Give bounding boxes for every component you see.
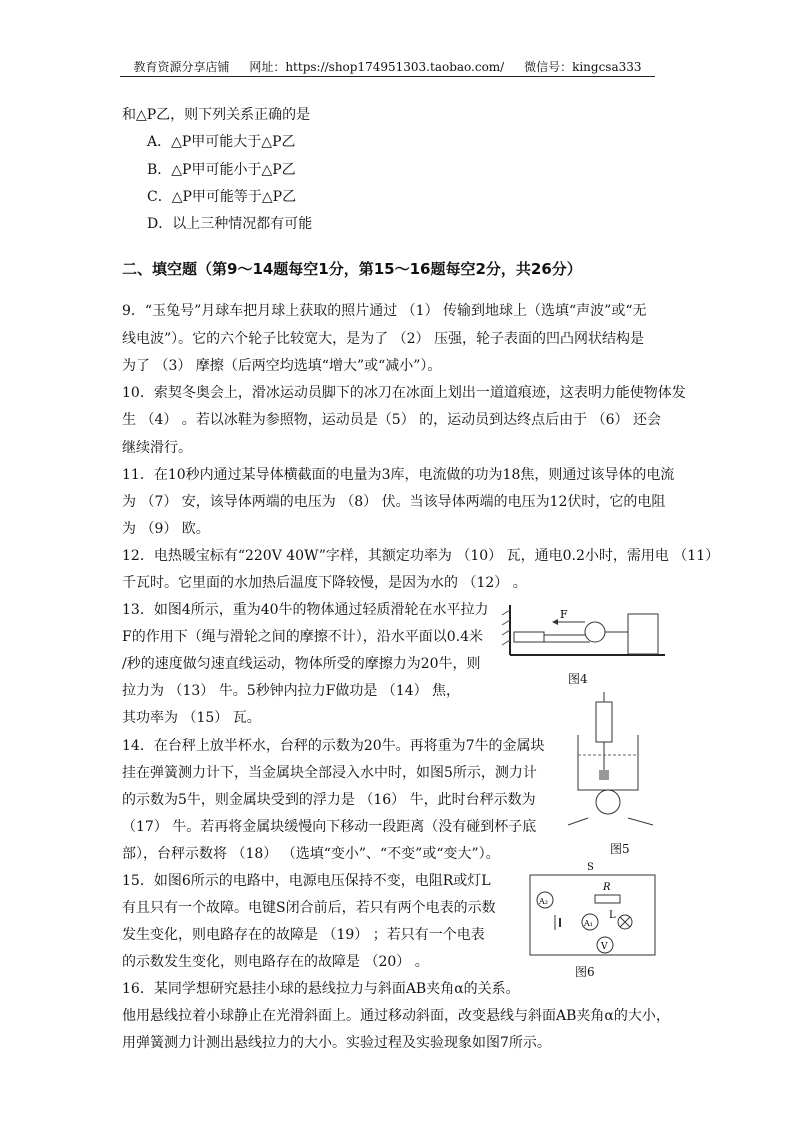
q14-line2: 挂在弹簧测力计下，当金属块全部浸入水中时，如图5所示，测力计 <box>122 765 537 781</box>
q9-line2: 线电波”）。它的六个轮子比较宽大，是为了 （2） 压强，轮子表面的凹凸网状结构是 <box>122 331 644 347</box>
q12-line2: 千瓦时。它里面的水加热后温度下降较慢，是因为水的 （12） 。 <box>122 575 527 591</box>
q14-line4: （17） 牛。若再将金属块缓慢向下移动一段距离（没有碰到杯子底 <box>122 819 537 835</box>
q16-line2: 他用悬线拉着小球静止在光滑斜面上。通过移动斜面，改变悬线与斜面AB夹角α的大小， <box>122 1008 670 1024</box>
q13-line4: 拉力为 （13） 牛。5秒钟内拉力F做功是 （14） 焦， <box>122 683 461 699</box>
figure-5-scale <box>568 690 668 830</box>
q16-line1: 16．某同学想研究悬挂小球的悬线拉力与斜面AB夹角α的关系。 <box>122 981 520 997</box>
svg-text:A₂: A₂ <box>539 897 548 906</box>
fig6-caption: 图6 <box>575 965 595 979</box>
q12-line1: 12．电热暖宝标有“220V 40W”字样，其额定功率为 （10） 瓦，通电0.2小时，需用电 （11） <box>122 548 720 564</box>
figure-4-pulley <box>500 600 670 665</box>
q9-line3: 为了 （3） 摩擦（后两空均选填“增大”或“减小”）。 <box>122 358 442 374</box>
q10-line2: 生 （4） 。若以冰鞋为参照物，运动员是（5） 的，运动员到达终点后由于 （6） 还会 <box>122 412 661 428</box>
q8-intro: 和△P乙，则下列关系正确的是 <box>122 107 311 123</box>
svg-text:A₁: A₁ <box>584 919 593 928</box>
option-d: D．以上三种情况都有可能 <box>147 216 313 232</box>
section-title: 二、填空题（第9～14题每空1分，第15～16题每空2分，共26分） <box>122 260 582 278</box>
q14-line3: 的示数为5牛，则金属块受到的浮力是 （16） 牛，此时台秤示数为 <box>122 792 536 808</box>
fig4-F-label: F <box>560 608 568 621</box>
shop-name: 教育资源分享店铺 <box>133 60 230 74</box>
q13-line2: F的作用下（绳与滑轮之间的摩擦不计），沿水平面以0.4米 <box>122 629 483 645</box>
q14-line1: 14．在台秤上放半杯水，台秤的示数为20牛。再将重为7牛的金属块 <box>122 738 545 754</box>
q15-line2: 有且只有一个故障。电键S闭合前后，若只有两个电表的示数 <box>122 900 496 916</box>
fig4-caption: 图4 <box>568 672 588 686</box>
q11-line3: 为 （9） 欧。 <box>122 521 210 537</box>
header-divider <box>120 76 655 77</box>
option-c: C．△P甲可能等于△P乙 <box>147 189 297 205</box>
q11-line2: 为 （7） 安，该导体两端的电压为 （8） 伏。当该导体两端的电压为12伏时，它的电阻 <box>122 494 666 510</box>
q9-line1: 9．“玉兔号”月球车把月球上获取的照片通过 （1） 传输到地球上（选填“声波”或“无 <box>122 303 647 319</box>
q14-line5: 部），台秤示数将 （18） （选填“变小”、“不变”或“变大”）。 <box>122 846 500 862</box>
q11-line1: 11．在10秒内通过某导体横截面的电量为3库，电流做的功为18焦，则通过该导体的电流 <box>122 467 675 483</box>
q13-line1: 13．如图4所示，重为40牛的物体通过轻质滑轮在水平拉力 <box>122 602 489 618</box>
url-label: 网址：https://shop174951303.taobao.com/ <box>249 60 505 74</box>
fig6-L-label: L <box>609 910 616 921</box>
fig6-R-label: R <box>603 882 611 893</box>
q16-line3: 用弹簧测力计测出悬线拉力的大小。实验过程及实验现象如图7所示。 <box>122 1035 551 1051</box>
q10-line1: 10．索契冬奥会上，滑冰运动员脚下的冰刀在冰面上划出一道道痕迹，这表明力能使物体发 <box>122 385 686 401</box>
wechat-id: 微信号：kingcsa333 <box>524 60 642 74</box>
fig5-caption: 图5 <box>610 842 630 856</box>
q13-line3: /秒的速度做匀速直线运动，物体所受的摩擦力为20牛，则 <box>122 656 481 672</box>
option-b: B．△P甲可能小于△P乙 <box>147 162 296 178</box>
page-header <box>120 58 655 75</box>
figure-6-circuit <box>525 860 660 960</box>
q13-line5: 其功率为 （15） 瓦。 <box>122 710 261 726</box>
q10-line3: 继续滑行。 <box>122 440 192 456</box>
fig6-S-label: S <box>587 862 594 873</box>
svg-text:V: V <box>601 942 608 952</box>
option-a: A．△P甲可能大于△P乙 <box>147 134 296 150</box>
q15-line3: 发生变化，则电路存在的故障是 （19） ；若只有一个电表 <box>122 927 485 943</box>
q15-line1: 15．如图6所示的电路中，电源电压保持不变，电阻R或灯L <box>122 873 491 889</box>
q15-line4: 的示数发生变化，则电路存在的故障是 （20） 。 <box>122 954 429 970</box>
